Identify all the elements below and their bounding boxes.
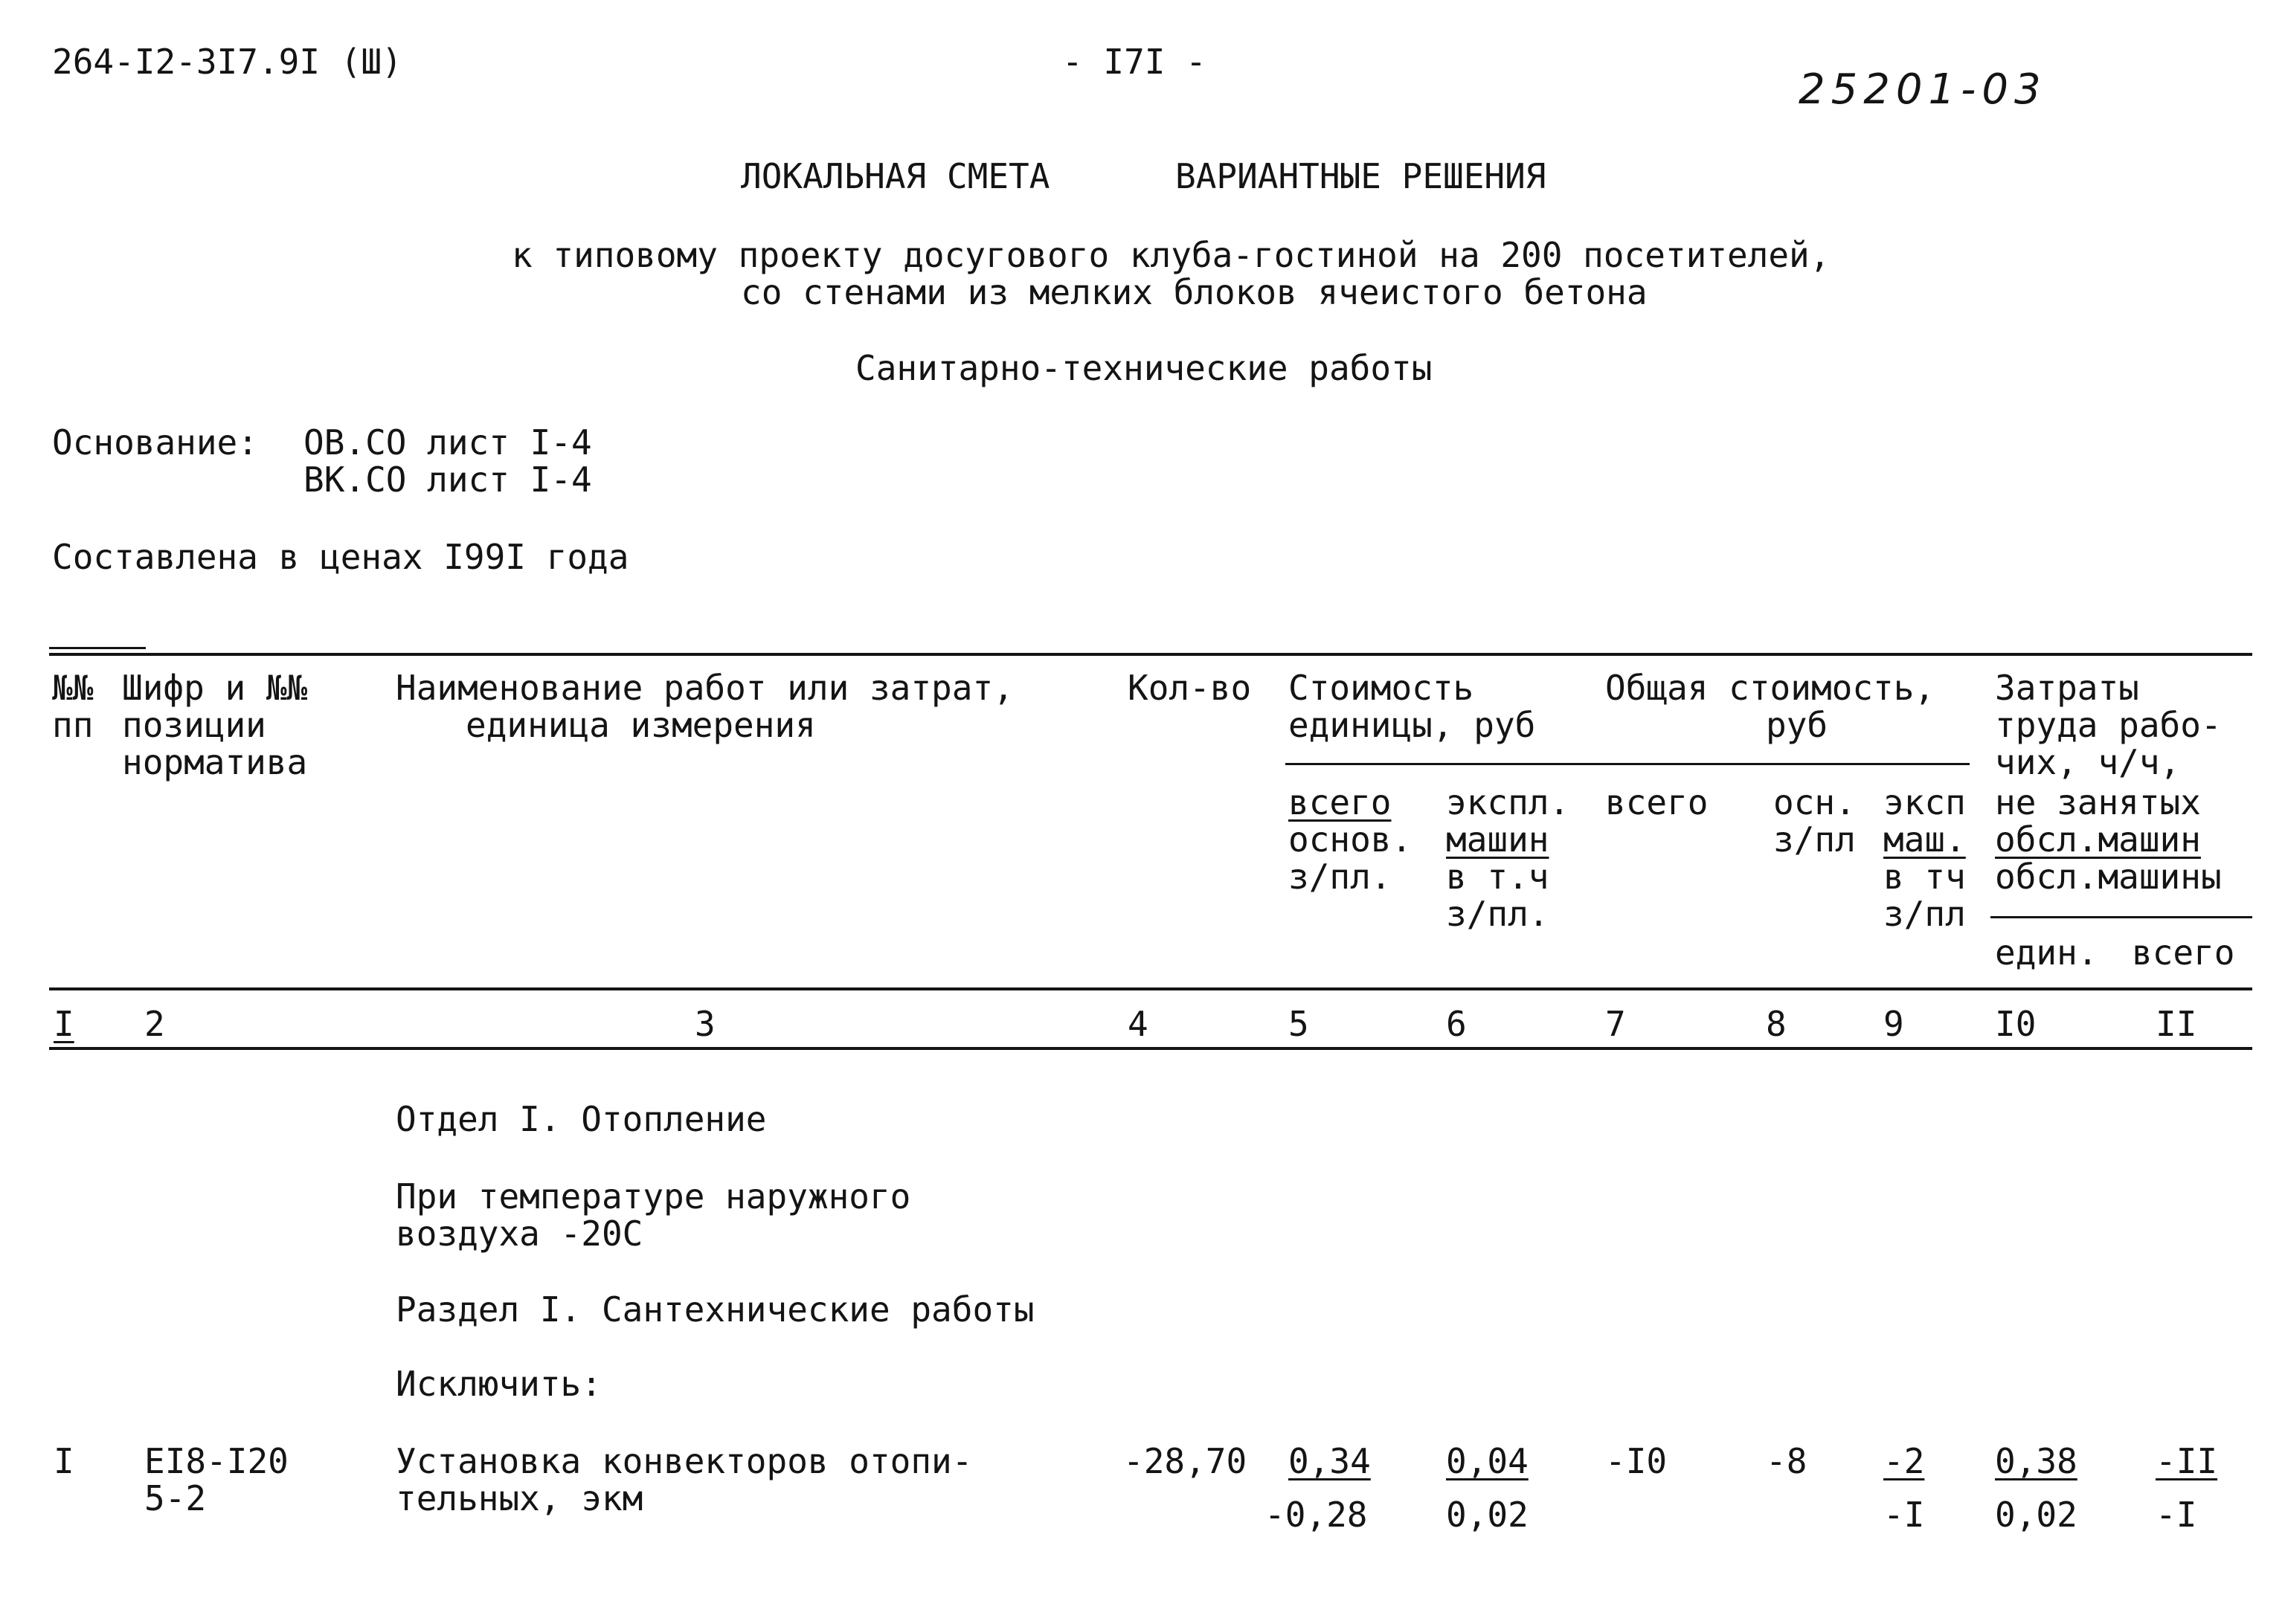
row-number: I <box>54 1441 74 1481</box>
labor-header-6: обсл.машины <box>1995 857 2222 897</box>
basis-line-2: ВК.СО лист I-4 <box>303 460 592 500</box>
labor-unit-header: един. <box>1995 932 2098 973</box>
col-header-unit-cost-2: единицы, руб <box>1288 705 1536 745</box>
col-header-unit-cost-1: Стоимость <box>1288 668 1474 708</box>
col-number-7: 7 <box>1605 1004 1626 1044</box>
col-number-2: 2 <box>144 1004 165 1044</box>
col-number-5: 5 <box>1288 1004 1309 1044</box>
row-unit-machines: 0,04 <box>1446 1441 1529 1481</box>
header-bottom-rule <box>49 987 2252 990</box>
labor-header-2: труда рабо- <box>1995 705 2222 745</box>
temperature-line-1: При температуре наружного <box>396 1176 911 1217</box>
total-sub-mach-2: маш. <box>1883 819 1966 860</box>
row-total-base-wage: -8 <box>1766 1441 1807 1481</box>
unit-sub-total: всего <box>1288 782 1392 822</box>
labor-subheader-rule <box>1990 916 2252 918</box>
row-unit-base-wage: -0,28 <box>1264 1495 1368 1535</box>
row-labor-unit: 0,38 <box>1995 1441 2077 1481</box>
table-top-rule <box>49 653 2252 656</box>
subtitle-line-2: со стенами из мелких блоков ячеистого бетона <box>741 272 1648 312</box>
cost-subheader-rule <box>1285 763 1970 765</box>
row-unit-total: 0,34 <box>1288 1441 1371 1481</box>
col-header-num-2: пп <box>52 705 94 745</box>
col-number-10: I0 <box>1995 1004 2037 1044</box>
razdel-heading: Раздел I. Сантехнические работы <box>396 1289 1035 1330</box>
unit-sub-base: основ. <box>1288 819 1413 860</box>
title-local-estimate: ЛОКАЛЬНАЯ СМЕТА <box>741 156 1050 196</box>
prices-note: Составлена в ценах I99I года <box>52 537 629 577</box>
page-number: - I7I - <box>1062 42 1206 82</box>
total-sub-mach-1: эксп <box>1883 782 1966 822</box>
total-sub-mach-3: в тч <box>1883 857 1966 897</box>
col-header-num-1: №№ <box>52 668 94 708</box>
col-number-1: I <box>54 1004 74 1044</box>
col-header-name-2: единица измерения <box>466 705 816 745</box>
col-header-total-cost-2: руб <box>1766 705 1828 745</box>
title-variant-solutions: ВАРИАНТНЫЕ РЕШЕНИЯ <box>1175 156 1546 196</box>
unit-sub-mach-3: в т.ч <box>1446 857 1549 897</box>
col-header-code-2: позиции <box>122 705 266 745</box>
labor-header-3: чих, ч/ч, <box>1995 742 2181 782</box>
row-code-2: 5-2 <box>144 1478 207 1518</box>
header-top-short-rule <box>49 647 146 649</box>
total-sub-all: всего <box>1605 782 1709 822</box>
document-code: 264-I2-3I7.9I (Ш) <box>52 42 402 82</box>
row-total-machines: -2 <box>1883 1441 1925 1481</box>
row-unit-machines-wage: 0,02 <box>1446 1495 1529 1535</box>
exclude-label: Исключить: <box>396 1364 602 1404</box>
col-header-total-cost-1: Общая стоимость, <box>1605 668 1935 708</box>
section-title: Санитарно-технические работы <box>855 348 1433 388</box>
row-labor-total: -II <box>2156 1441 2218 1481</box>
unit-sub-mach-4: з/пл. <box>1446 894 1549 934</box>
row-name-2: тельных, экм <box>396 1478 643 1518</box>
labor-header-1: Затраты <box>1995 668 2139 708</box>
column-numbers-rule <box>49 1047 2252 1050</box>
total-sub-base-2: з/пл <box>1773 819 1856 860</box>
total-sub-mach-4: з/пл <box>1883 894 1966 934</box>
labor-header-4: не занятых <box>1995 782 2201 822</box>
col-number-4: 4 <box>1128 1004 1148 1044</box>
unit-sub-mach-2: машин <box>1446 819 1549 860</box>
subtitle-line-1: к типовому проекту досугового клуба-гостиной на 200 посетителей, <box>512 235 1831 275</box>
col-header-code-3: норматива <box>122 742 308 782</box>
temperature-line-2: воздуха -20С <box>396 1214 643 1254</box>
basis-label: Основание: <box>52 422 258 463</box>
col-header-qty: Кол-во <box>1128 668 1252 708</box>
total-sub-base-1: осн. <box>1773 782 1856 822</box>
col-number-8: 8 <box>1766 1004 1787 1044</box>
col-number-11: II <box>2156 1004 2197 1044</box>
row-name-1: Установка конвекторов отопи- <box>396 1441 973 1481</box>
unit-sub-mach-1: экспл. <box>1446 782 1570 822</box>
unit-sub-wage: з/пл. <box>1288 857 1392 897</box>
labor-total-header: всего <box>2132 932 2235 973</box>
handwritten-number: 25201-03 <box>1799 65 2047 114</box>
row-code-1: EI8-I20 <box>144 1441 289 1481</box>
dept-heading: Отдел I. Отопление <box>396 1099 767 1139</box>
row-labor-total-machines: -I <box>2156 1495 2197 1535</box>
col-number-6: 6 <box>1446 1004 1467 1044</box>
labor-header-5: обсл.машин <box>1995 819 2201 860</box>
col-number-9: 9 <box>1883 1004 1904 1044</box>
row-total-machines-wage: -I <box>1883 1495 1925 1535</box>
row-quantity: -28,70 <box>1123 1441 1247 1481</box>
col-header-name-1: Наименование работ или затрат, <box>396 668 1014 708</box>
col-number-3: 3 <box>695 1004 716 1044</box>
basis-line-1: ОВ.СО лист I-4 <box>303 422 592 463</box>
col-header-code-1: Шифр и №№ <box>122 668 308 708</box>
row-total: -I0 <box>1605 1441 1668 1481</box>
row-labor-unit-machines: 0,02 <box>1995 1495 2077 1535</box>
